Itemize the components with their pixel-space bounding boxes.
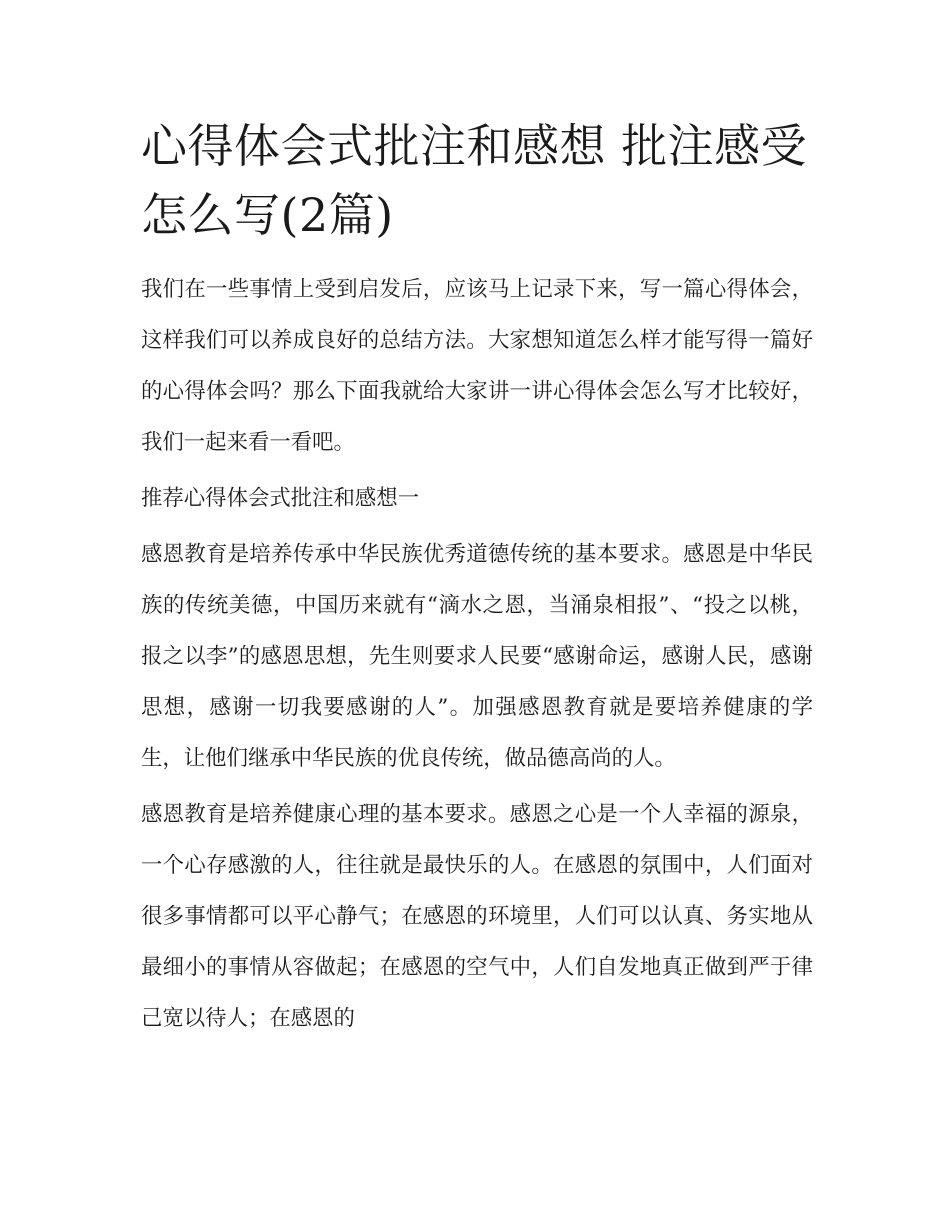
section-heading: 推荐心得体会式批注和感想一 — [141, 486, 420, 511]
document-body — [141, 112, 813, 1044]
document-title: 心得体会式批注和感想 批注感受怎么写(2篇) — [141, 119, 808, 242]
body-paragraph: 感恩教育是培养传承中华民族优秀道德传统的基本要求。感恩是中华民族的传统美德，中国历来就有“滴水之恩，当涌泉相报”、“投之以桃，报之以李”的感恩思想，先生则要求人民要“感谢命运，感谢人民，感谢思想，感谢一切我要感谢的人”。加强感恩教育就是要培养健康的学生，让他们继承中华民族的优良传统，做品德高尚的人。 — [141, 542, 813, 771]
intro-paragraph: 我们在一些事情上受到启发后，应该马上记录下来，写一篇心得体会，这样我们可以养成良好的总结方法。大家想知道怎么样才能写得一篇好的心得体会吗？那么下面我就给大家讲一讲心得体会怎么写才比较好，我们一起来看一看吧。 — [141, 277, 813, 455]
body-paragraph: 感恩教育是培养健康心理的基本要求。感恩之心是一个人幸福的源泉，一个心存感激的人，往往就是最快乐的人。在感恩的氛围中，人们面对很多事情都可以平心静气；在感恩的环境里，人们可以认真、务实地从最细小的事情从容做起；在感恩的空气中，人们自发地真正做到严于律己宽以待人；在感恩的 — [141, 802, 813, 1031]
